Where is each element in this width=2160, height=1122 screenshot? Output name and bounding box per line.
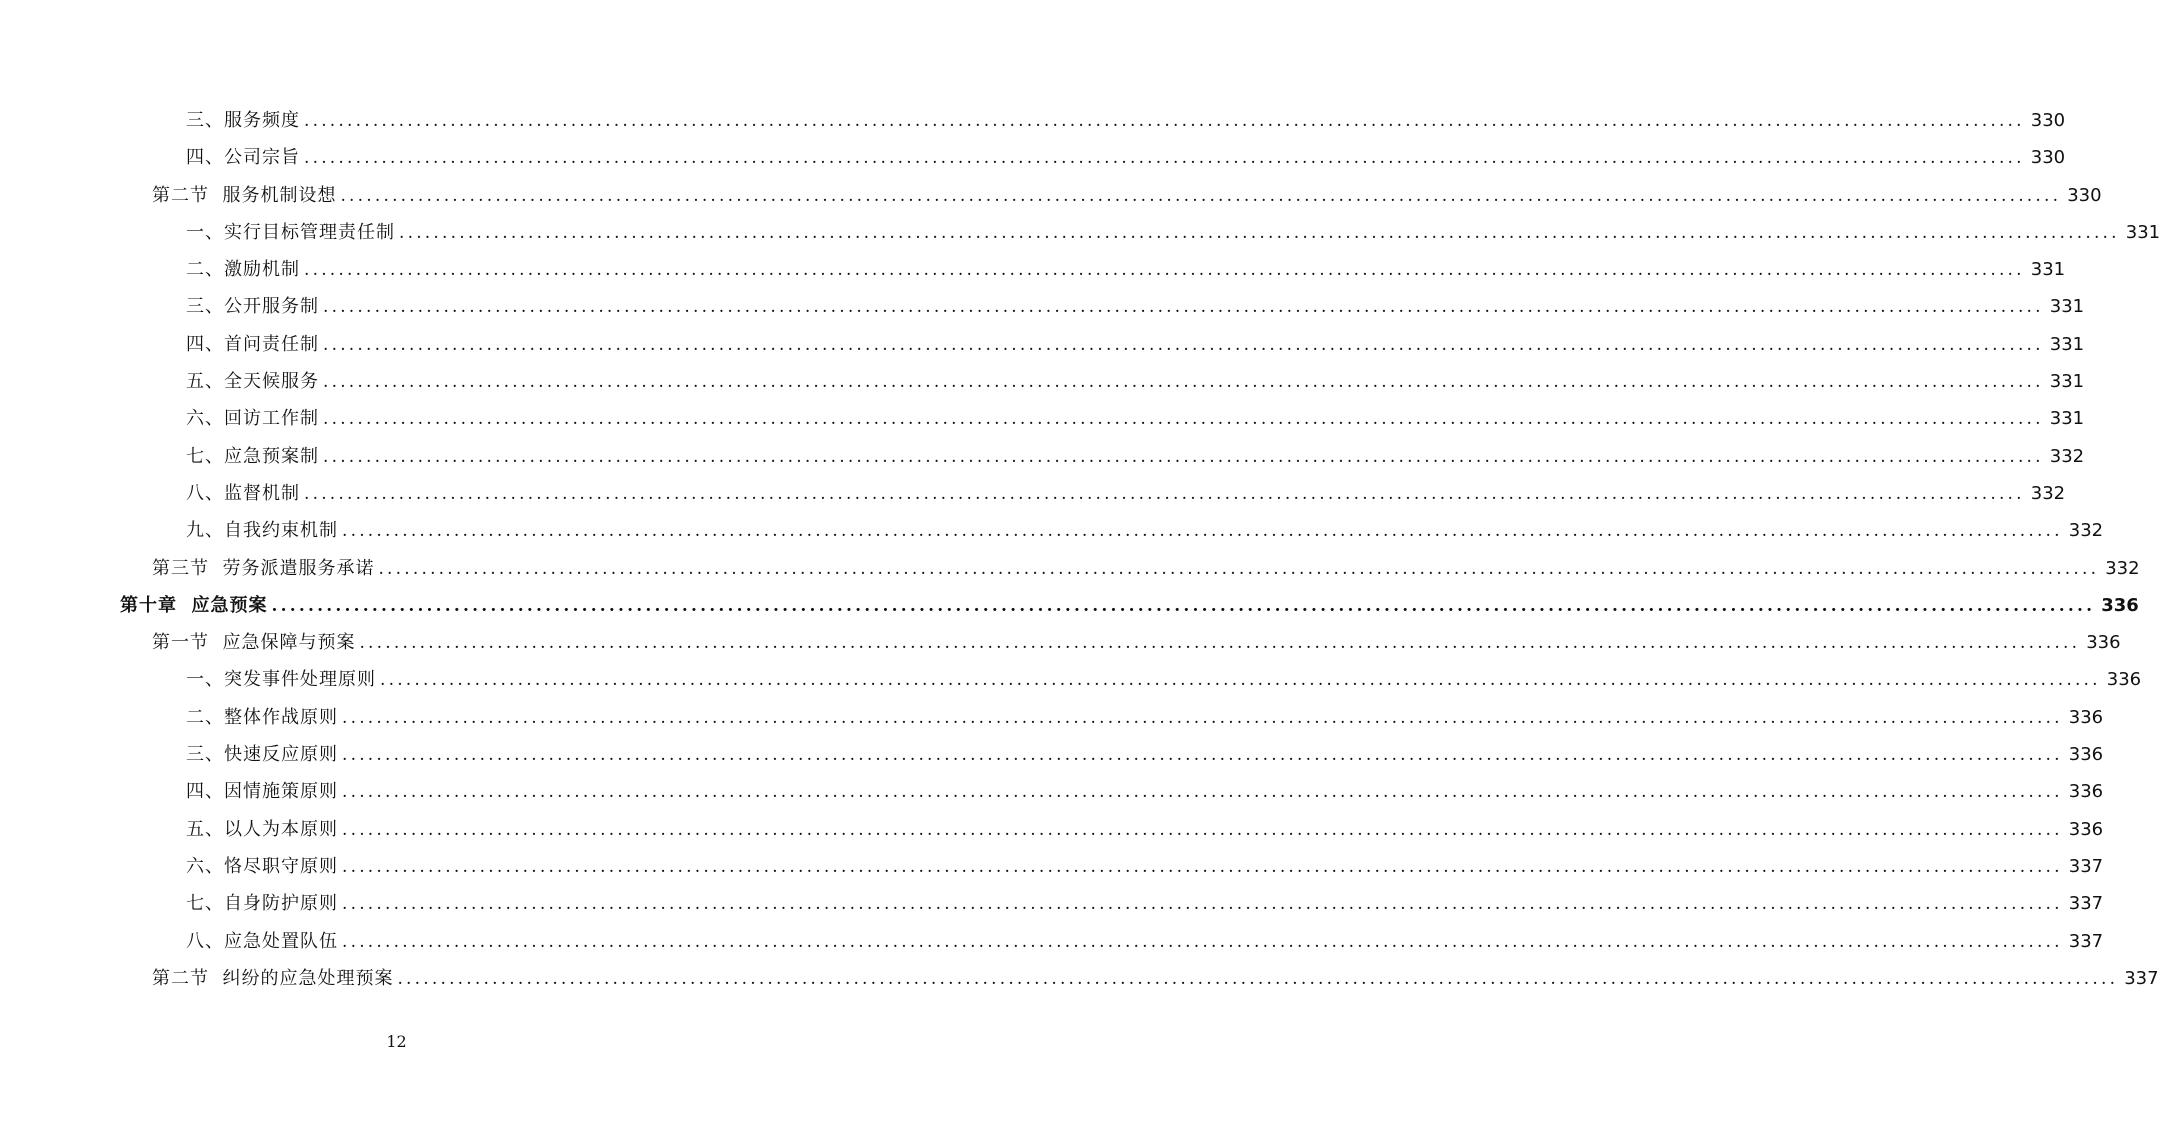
toc-entry-page-number: 331 [2030, 259, 2066, 281]
toc-entry-page-number: 336 [2101, 594, 2139, 616]
toc-entry-page-number: 332 [2105, 557, 2140, 579]
toc-entry-line [186, 367, 2085, 393]
toc-entry[interactable] [0, 883, 2104, 920]
toc-entry-line [186, 143, 2066, 169]
toc-entry[interactable] [0, 398, 2085, 435]
toc-entry-label: 第三节 劳务派遣服务承诺 [152, 557, 375, 579]
toc-entry-label: 一、实行目标管理责任制 [186, 221, 395, 243]
toc-entry-line [186, 218, 2160, 244]
toc-entry[interactable] [0, 697, 2104, 734]
toc-entry-label: 二、激励机制 [186, 259, 300, 281]
toc-entry-page-number: 330 [2030, 147, 2066, 169]
toc-entry-line [152, 964, 2159, 990]
toc-entry-line [120, 591, 2139, 617]
toc-entry-label: 四、因情施策原则 [186, 781, 338, 803]
toc-entry-page-number: 332 [2068, 520, 2104, 542]
toc-entry-line [186, 703, 2104, 729]
toc-entry-label: 八、监督机制 [186, 482, 300, 504]
toc-entry-line [186, 852, 2104, 878]
toc-entry[interactable] [0, 100, 2066, 137]
toc-entry-label: 二、整体作战原则 [186, 706, 338, 728]
toc-dot-leader: ........................................................................................................................................................................................................ [323, 297, 2044, 318]
toc-entry-line [186, 927, 2104, 953]
page-number: 12 [386, 1032, 407, 1051]
toc-entry[interactable] [0, 585, 2139, 622]
toc-entry[interactable] [0, 137, 2066, 174]
toc-entry-label: 三、快速反应原则 [186, 744, 338, 766]
toc-entry[interactable] [0, 361, 2085, 398]
toc-entry[interactable] [0, 510, 2104, 547]
toc-entry[interactable] [0, 212, 2160, 249]
toc-entry-line [152, 628, 2121, 654]
toc-entry[interactable] [0, 809, 2104, 846]
toc-entry-page-number: 337 [2068, 893, 2104, 915]
toc-entry-line [186, 665, 2142, 691]
toc-dot-leader: ........................................................................................................................................................................................................ [399, 222, 2120, 243]
toc-entry-label: 四、公司宗旨 [186, 147, 300, 169]
toc-entry[interactable] [0, 734, 2104, 771]
toc-entry-line [186, 516, 2104, 542]
toc-entry-line [152, 181, 2102, 207]
toc-entry[interactable] [0, 846, 2104, 883]
toc-dot-leader: ........................................................................................................................................................................................................ [380, 670, 2101, 691]
toc-entry-line [186, 404, 2085, 430]
toc-dot-leader: ........................................................................................................................................................................................................ [359, 633, 2081, 654]
toc-entry-page-number: 331 [2125, 221, 2160, 243]
toc-entry-page-number: 337 [2068, 930, 2104, 952]
toc-entry-label: 六、回访工作制 [186, 408, 319, 430]
toc-dot-leader: ........................................................................................................................................................................................................ [342, 707, 2063, 728]
toc-entry-label: 第二节 服务机制设想 [152, 184, 337, 206]
toc-entry[interactable] [0, 249, 2066, 286]
toc-entry[interactable] [0, 622, 2121, 659]
toc-entry-label: 三、服务频度 [186, 110, 300, 131]
toc-entry-label: 四、首问责任制 [186, 333, 319, 355]
toc-entry[interactable] [0, 436, 2085, 473]
toc-entry-page-number: 332 [2030, 482, 2066, 504]
toc-entry-page-number: 332 [2049, 445, 2085, 467]
toc-entry[interactable] [0, 286, 2085, 323]
toc-entry[interactable] [0, 324, 2085, 361]
toc-entry-label: 三、公开服务制 [186, 296, 319, 318]
toc-entry-page-number: 331 [2049, 371, 2085, 393]
toc-entry-page-number: 336 [2086, 632, 2121, 654]
toc-entry-page-number: 337 [2068, 855, 2104, 877]
toc-entry-label: 七、应急预案制 [186, 445, 319, 467]
toc-entry-page-number: 331 [2049, 408, 2085, 430]
toc-dot-leader: ........................................................................................................................................................................................................ [342, 856, 2063, 877]
toc-entry-page-number: 336 [2068, 706, 2104, 728]
toc-entry-page-number: 331 [2049, 296, 2085, 318]
toc-entry-page-number: 330 [2067, 184, 2102, 206]
toc-dot-leader: ........................................................................................................................................................................................................ [323, 409, 2044, 430]
toc-entry-page-number: 336 [2106, 669, 2142, 691]
toc-entry-label: 五、全天候服务 [186, 371, 319, 393]
toc-entry-line [186, 255, 2066, 281]
toc-dot-leader: ........................................................................................................................................................................................................ [397, 968, 2119, 989]
toc-dot-leader: ........................................................................................................................................................................................................ [323, 334, 2044, 355]
toc-dot-leader: ........................................................................................................................................................................................................ [342, 745, 2063, 766]
toc-dot-leader: ........................................................................................................................................................................................................ [342, 782, 2063, 803]
toc-entry-label: 一、突发事件处理原则 [186, 669, 376, 691]
toc-dot-leader: ........................................................................................................................................................................................................ [342, 521, 2063, 542]
toc-entry-label: 第二节 纠纷的应急处理预案 [152, 967, 394, 989]
toc-dot-leader: ........................................................................................................................................................................................................ [271, 595, 2096, 616]
toc-entry-line [186, 292, 2085, 318]
toc-entry-line [186, 479, 2066, 505]
toc-entry-page-number: 331 [2049, 333, 2085, 355]
toc-entry-label: 七、自身防护原则 [186, 893, 338, 915]
toc-entry-page-number: 336 [2068, 818, 2104, 840]
toc-dot-leader: ........................................................................................................................................................................................................ [304, 260, 2025, 281]
table-of-contents [0, 100, 2160, 995]
toc-entry[interactable] [0, 548, 2140, 585]
toc-entry[interactable] [0, 771, 2104, 808]
toc-entry-line [152, 554, 2140, 580]
toc-entry-page-number: 336 [2068, 744, 2104, 766]
toc-entry[interactable] [0, 958, 2159, 995]
toc-dot-leader: ........................................................................................................................................................................................................ [342, 819, 2063, 840]
toc-dot-leader: ........................................................................................................................................................................................................ [340, 185, 2062, 206]
toc-entry-page-number: 336 [2068, 781, 2104, 803]
toc-entry[interactable] [0, 921, 2104, 958]
toc-dot-leader: ........................................................................................................................................................................................................ [323, 372, 2044, 393]
toc-entry-line [186, 815, 2104, 841]
toc-dot-leader: ........................................................................................................................................................................................................ [378, 558, 2100, 579]
toc-entry-line [186, 889, 2104, 915]
toc-dot-leader: ........................................................................................................................................................................................................ [323, 446, 2044, 467]
toc-dot-leader: ........................................................................................................................................................................................................ [304, 148, 2025, 169]
toc-dot-leader: ........................................................................................................................................................................................................ [342, 931, 2063, 952]
toc-entry-line [186, 442, 2085, 468]
toc-dot-leader: ........................................................................................................................................................................................................ [304, 483, 2025, 504]
toc-entry-page-number: 330 [2030, 110, 2066, 131]
toc-entry-label: 九、自我约束机制 [186, 520, 338, 542]
toc-entry[interactable] [0, 175, 2102, 212]
toc-entry-label: 六、恪尽职守原则 [186, 855, 338, 877]
toc-entry[interactable] [0, 659, 2142, 696]
toc-entry-page-number: 337 [2124, 967, 2159, 989]
toc-entry-label: 八、应急处置队伍 [186, 930, 338, 952]
toc-entry-label: 五、以人为本原则 [186, 818, 338, 840]
toc-entry-line [186, 740, 2104, 766]
toc-entry-label: 第十章 应急预案 [120, 594, 268, 616]
toc-entry-line [186, 106, 2066, 132]
toc-entry-line [186, 330, 2085, 356]
toc-entry-line [186, 777, 2104, 803]
toc-dot-leader: ........................................................................................................................................................................................................ [342, 894, 2063, 915]
toc-entry-label: 第一节 应急保障与预案 [152, 632, 356, 654]
toc-entry[interactable] [0, 473, 2066, 510]
toc-dot-leader: ........................................................................................................................................................................................................ [304, 111, 2025, 131]
